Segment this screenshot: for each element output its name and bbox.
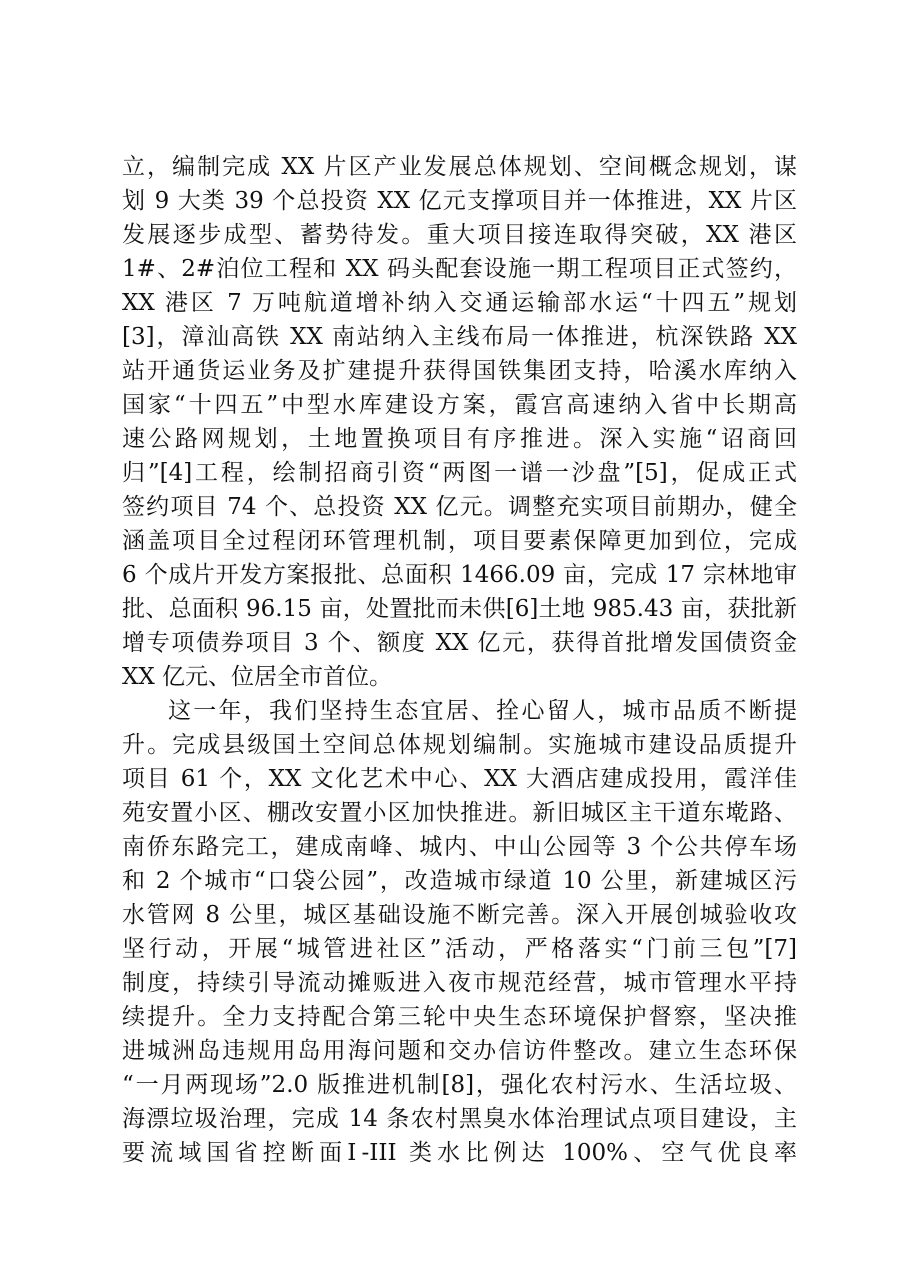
paragraph-last-line: XX 亿元、位居全市首位。 [122, 664, 393, 690]
text-line: 水管网 8 公里，城区基础设施不断完善。深入开展创城验收攻 [122, 902, 797, 928]
text-line: “一月两现场”2.0 版推进机制[8]，强化农村污水、生活垃圾、 [122, 1072, 797, 1098]
text-line: 6 个成片开发方案报批、总面积 1466.09 亩，完成 17 宗林地审 [122, 562, 797, 588]
text-line: XX 港区 7 万吨航道增补纳入交通运输部水运“十四五”规划 [122, 290, 797, 316]
text-line: 进城洲岛违规用岛用海问题和交办信访件整改。建立生态环保 [122, 1038, 797, 1064]
text-line: 涵盖项目全过程闭环管理机制，项目要素保障更加到位，完成 [122, 528, 797, 554]
text-line: 要流域国省控断面Ⅰ-III 类水比例达 100%、空气优良率 [122, 1140, 797, 1166]
text-line: 续提升。全力支持配合第三轮中央生态环境保护督察，坚决推 [122, 1004, 797, 1030]
text-line: 国家“十四五”中型水库建设方案，霞宫高速纳入省中长期高 [122, 392, 797, 418]
text-line: 立，编制完成 XX 片区产业发展总体规划、空间概念规划，谋 [122, 154, 797, 180]
text-line: 增专项债券项目 3 个、额度 XX 亿元，获得首批增发国债资金 [122, 630, 797, 656]
text-line: 发展逐步成型、蓄势待发。重大项目接连取得突破，XX 港区 [122, 222, 797, 248]
text-line: 制度，持续引导流动摊贩进入夜市规范经营，城市管理水平持 [122, 970, 797, 996]
text-line: 升。完成县级国土空间总体规划编制。实施城市建设品质提升 [122, 732, 797, 758]
text-line: 批、总面积 96.15 亩，处置批而未供[6]土地 985.43 亩，获批新 [122, 596, 797, 622]
text-line: 划 9 大类 39 个总投资 XX 亿元支撑项目并一体推进，XX 片区 [122, 188, 797, 214]
body-text [122, 150, 797, 1170]
text-line: [3]，漳汕高铁 XX 南站纳入主线布局一体推进，杭深铁路 XX [122, 324, 797, 350]
text-line: 站开通货运业务及扩建提升获得国铁集团支持，哈溪水库纳入 [122, 358, 797, 384]
text-line: 坚行动，开展“城管进社区”活动，严格落实“门前三包”[7] [122, 936, 797, 962]
text-line: 项目 61 个，XX 文化艺术中心、XX 大酒店建成投用，霞洋佳 [122, 766, 797, 792]
text-line: 海漂垃圾治理，完成 14 条农村黑臭水体治理试点项目建设，主 [122, 1106, 797, 1132]
paragraph-first-line: 这一年，我们坚持生态宜居、拴心留人，城市品质不断提 [168, 698, 797, 724]
text-line: 归”[4]工程，绘制招商引资“两图一谱一沙盘”[5]，促成正式 [122, 460, 797, 486]
text-line: 和 2 个城市“口袋公园”，改造城市绿道 10 公里，新建城区污 [122, 868, 797, 894]
text-line: 签约项目 74 个、总投资 XX 亿元。调整充实项目前期办，健全 [122, 494, 797, 520]
text-line: 苑安置小区、棚改安置小区加快推进。新旧城区主干道东墘路、 [122, 800, 797, 826]
text-line: 南侨东路完工，建成南峰、城内、中山公园等 3 个公共停车场 [122, 834, 797, 860]
text-line: 速公路网规划，土地置换项目有序推进。深入实施“诏商回 [122, 426, 797, 452]
text-line: 1#、2#泊位工程和 XX 码头配套设施一期工程项目正式签约， [122, 256, 797, 282]
